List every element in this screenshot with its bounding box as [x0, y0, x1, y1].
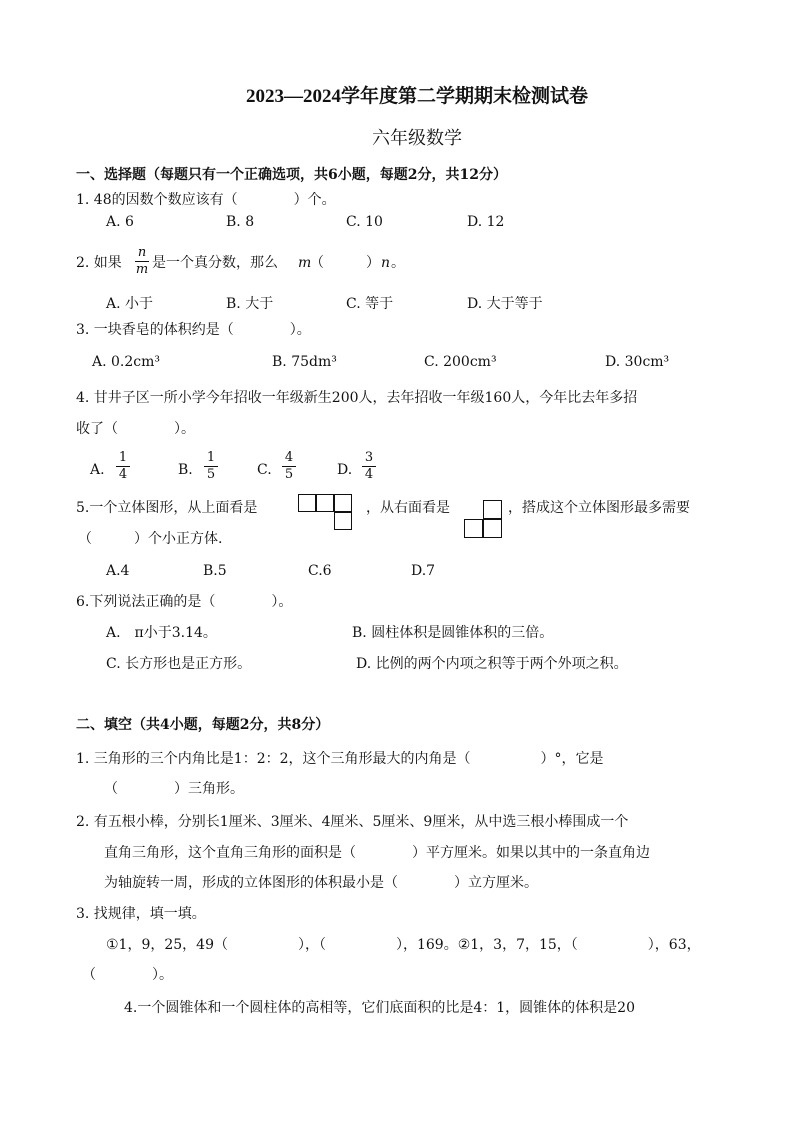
q4-option-d-numerator: 3 [362, 451, 376, 467]
q4-option-a-numerator: 1 [116, 451, 130, 467]
q2-blank: （ ） [310, 255, 380, 271]
q4-option-b-numerator: 1 [204, 451, 218, 467]
q6-stem: 6.下列说法正确的是（ ）。 [76, 594, 293, 610]
exam-title: 2023—2024学年度第二学期期末检测试卷 [245, 86, 588, 107]
fill-q2-line3: 为轴旋转一周，形成的立体图形的体积最小是（ ）立方厘米。 [104, 875, 538, 891]
fill-q2-line2: 直角三角形，这个直角三角形的面积是（ ）平方厘米。如果以其中的一条直角边 [104, 845, 650, 861]
q3-option-c: C. 200cm³ [424, 354, 497, 370]
q2-fraction-denominator: m [135, 262, 149, 277]
right-view-cell [483, 500, 502, 519]
right-view-cell [464, 519, 483, 538]
fill-q1-line2: （ ）三角形。 [104, 781, 244, 797]
fill-q3-line2: ①1，9，25，49（ ），（ ），169。②1，3，7，15，（ ），63， [106, 937, 701, 953]
q6-option-c: C. 长方形也是正方形。 [106, 656, 252, 672]
q2-prefix: 2. 如果 [76, 255, 122, 271]
q6-option-b: B. 圆柱体积是圆锥体积的三倍。 [352, 625, 554, 641]
q4-line2: 收了（ ）。 [76, 421, 195, 437]
q2-option-c: C. 等于 [346, 296, 394, 312]
q5-option-d: D.7 [411, 563, 436, 579]
fill-q3-line1: 3. 找规律，填一填。 [76, 906, 206, 922]
fill-q1-line1: 1. 三角形的三个内角比是1：2：2，这个三角形最大的内角是（ ）°，它是 [76, 751, 604, 767]
q3-stem: 3. 一块香皂的体积约是（ ）。 [76, 322, 311, 338]
q1-stem: 1. 48的因数个数应该有（ ）个。 [76, 192, 336, 208]
q2-mid: 是一个真分数，那么 [152, 255, 278, 271]
q4-option-a-denominator: 4 [118, 467, 128, 482]
q3-option-a: A. 0.2cm³ [92, 354, 161, 370]
q4-option-d-fraction [362, 451, 376, 482]
q5-line2: （ ）个小正方体. [78, 531, 223, 547]
q4-option-d-label: D. [337, 462, 353, 478]
q2-option-d: D. 大于等于 [467, 296, 543, 312]
q3-option-d: D. 30cm³ [605, 354, 670, 370]
q4-option-b-label: B. [178, 462, 193, 478]
q4-option-c-fraction [282, 451, 296, 482]
q2-option-b: B. 大于 [226, 296, 274, 312]
q4-option-c-denominator: 5 [284, 467, 294, 482]
q3-option-b: B. 75dm³ [272, 354, 337, 370]
top-view-cell [316, 494, 334, 512]
q2-var-n: n [381, 255, 391, 271]
q5-part1: 5.一个立体图形，从上面看是 [76, 500, 258, 516]
q5-option-b: B.5 [203, 563, 227, 579]
q2-end: 。 [391, 255, 405, 271]
fill-q4-line1: 4.一个圆锥体和一个圆柱体的高相等，它们底面积的比是4：1，圆锥体的体积是20 [124, 1000, 635, 1016]
q6-option-a: A. π小于3.14。 [106, 625, 217, 641]
top-view-cell [334, 512, 352, 530]
q1-option-d: D. 12 [467, 214, 505, 230]
q5-option-a: A.4 [106, 563, 130, 579]
q1-option-b: B. 8 [226, 214, 255, 230]
q4-option-a-label: A. [90, 462, 105, 478]
right-view-figure [464, 500, 502, 538]
right-view-cell [483, 519, 502, 538]
section1-heading: 一、选择题（每题只有一个正确选项，共6小题，每题2分，共12分） [76, 167, 507, 183]
q6-option-d: D. 比例的两个内项之积等于两个外项之积。 [356, 656, 628, 672]
q2-fraction [135, 246, 149, 277]
q4-option-c-numerator: 4 [282, 451, 296, 467]
fill-q3-line3: （ ）。 [82, 967, 173, 983]
top-view-figure [298, 494, 354, 530]
q2-fraction-numerator: n [135, 246, 149, 262]
q4-option-b-denominator: 5 [206, 467, 216, 482]
q2-option-a: A. 小于 [106, 296, 154, 312]
q4-line1: 4. 甘井子区一所小学今年招收一年级新生200人，去年招收一年级160人，今年比去年多招 [76, 390, 638, 406]
q4-option-a-fraction [116, 451, 130, 482]
q4-option-d-denominator: 4 [364, 467, 374, 482]
q2-var-m: m [298, 255, 312, 271]
q5-part3: ，搭成这个立体图形最多需要 [508, 500, 690, 516]
q4-option-c-label: C. [257, 462, 272, 478]
exam-subtitle: 六年级数学 [372, 128, 462, 149]
fill-q2-line1: 2. 有五根小棒，分别长1厘米、3厘米、4厘米、5厘米、9厘米，从中选三根小棒围成一个 [76, 814, 629, 830]
q1-option-a: A. 6 [106, 214, 134, 230]
q4-option-b-fraction [204, 451, 218, 482]
top-view-cell [334, 494, 352, 512]
q5-part2: ，从右面看是 [366, 500, 450, 516]
q1-option-c: C. 10 [346, 214, 383, 230]
section2-heading: 二、填空（共4小题，每题2分，共8分） [76, 717, 330, 733]
q5-option-c: C.6 [308, 563, 332, 579]
top-view-cell [298, 494, 316, 512]
